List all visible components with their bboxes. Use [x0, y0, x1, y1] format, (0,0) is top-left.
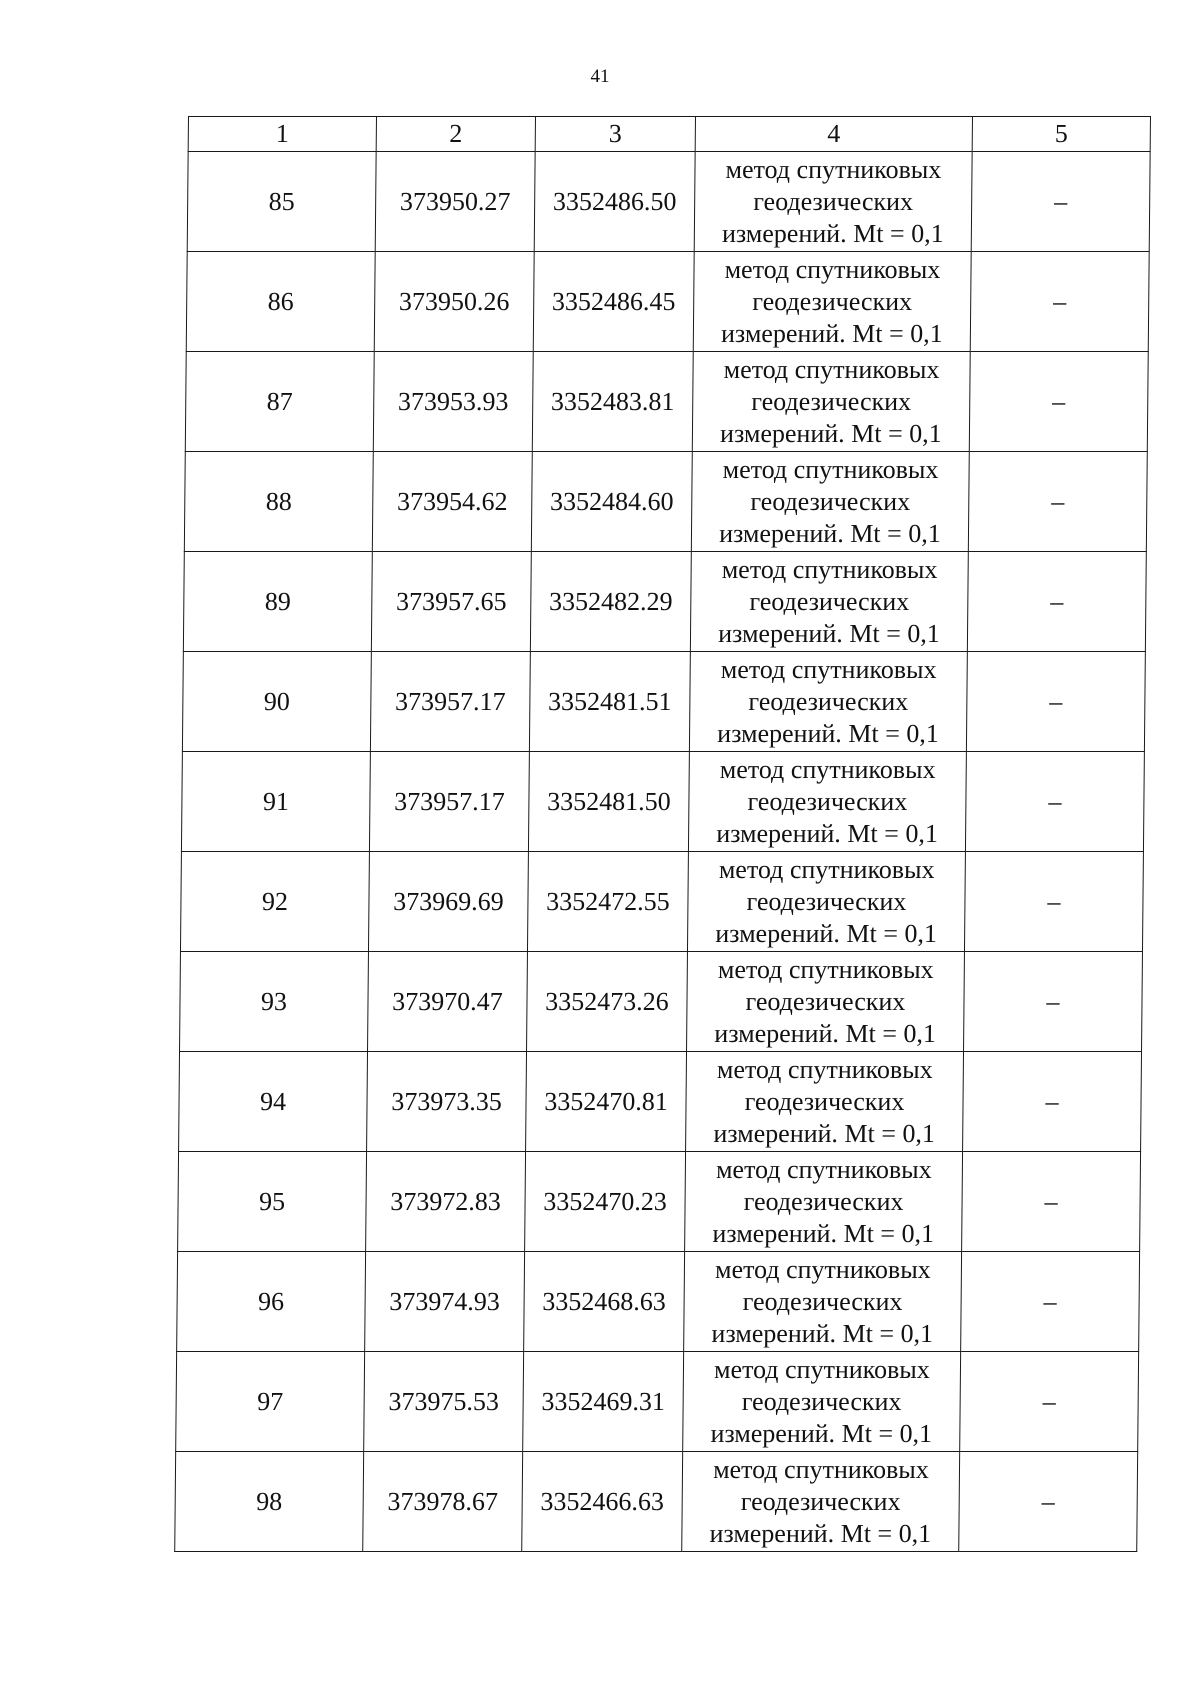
y-coordinate-cell: 3352486.45 — [533, 252, 694, 352]
method-line: геодезических — [748, 686, 909, 716]
x-coordinate-cell: 373975.53 — [364, 1352, 524, 1452]
method-line: измерений. Mt = 0,1 — [712, 1218, 935, 1248]
method-line: измерений. Mt = 0,1 — [713, 1118, 936, 1148]
method-line: геодезических — [740, 1486, 901, 1516]
x-coordinate-cell: 373973.35 — [367, 1052, 527, 1152]
table-row — [177, 1252, 1140, 1352]
note-cell: – — [960, 1352, 1139, 1452]
note-cell: – — [971, 152, 1150, 252]
method-line: геодезических — [751, 386, 912, 416]
x-coordinate-cell: 373957.65 — [371, 552, 531, 652]
y-coordinate-cell: 3352469.31 — [523, 1352, 684, 1452]
table-body — [175, 152, 1150, 1552]
method-line: метод спутниковых — [715, 1154, 932, 1184]
x-coordinate-cell: 373953.93 — [373, 352, 533, 452]
y-coordinate-cell: 3352482.29 — [530, 552, 691, 652]
table-row — [187, 152, 1150, 252]
y-coordinate-cell: 3352473.26 — [527, 952, 688, 1052]
y-coordinate-cell: 3352481.50 — [528, 752, 689, 852]
method-cell — [694, 152, 972, 252]
note-cell: – — [970, 252, 1149, 352]
method-line: геодезических — [742, 1286, 903, 1316]
point-number-cell: 97 — [176, 1352, 365, 1452]
table-row — [179, 1052, 1142, 1152]
method-cell — [688, 752, 966, 852]
point-number-cell: 88 — [184, 452, 373, 552]
x-coordinate-cell: 373972.83 — [366, 1152, 526, 1252]
point-number-cell: 91 — [181, 752, 370, 852]
header-cell-2: 2 — [376, 117, 535, 152]
y-coordinate-cell: 3352466.63 — [522, 1452, 683, 1552]
method-cell — [689, 652, 967, 752]
x-coordinate-cell: 373954.62 — [372, 452, 532, 552]
table-row — [180, 952, 1143, 1052]
table-row — [183, 552, 1146, 652]
x-coordinate-cell: 373974.93 — [365, 1252, 525, 1352]
method-line: метод спутниковых — [713, 1454, 929, 1484]
method-cell — [693, 252, 971, 352]
table-row — [185, 352, 1148, 452]
method-line: измерений. Mt = 0,1 — [720, 318, 943, 348]
method-cell — [691, 452, 969, 552]
point-number-cell: 89 — [183, 552, 372, 652]
point-number-cell: 90 — [182, 652, 371, 752]
x-coordinate-cell: 373950.26 — [374, 252, 534, 352]
x-coordinate-cell: 373970.47 — [368, 952, 528, 1052]
method-line: метод спутниковых — [717, 954, 934, 984]
method-line: измерений. Mt = 0,1 — [716, 818, 939, 848]
method-line: геодезических — [743, 1186, 904, 1216]
method-line: измерений. Mt = 0,1 — [717, 718, 940, 748]
y-coordinate-cell: 3352486.50 — [534, 152, 695, 252]
table-row — [182, 652, 1145, 752]
point-number-cell: 85 — [187, 152, 376, 252]
header-cell-3: 3 — [535, 117, 695, 152]
method-line: геодезических — [749, 586, 910, 616]
point-number-cell: 92 — [180, 852, 369, 952]
method-line: геодезических — [744, 1086, 905, 1116]
method-cell — [684, 1252, 962, 1352]
method-cell — [683, 1352, 961, 1452]
y-coordinate-cell: 3352481.51 — [529, 652, 690, 752]
header-row — [188, 117, 1150, 152]
header-cell-1: 1 — [188, 117, 376, 152]
method-line: метод спутниковых — [718, 854, 935, 884]
method-cell — [685, 1152, 963, 1252]
method-line: метод спутниковых — [721, 554, 938, 584]
y-coordinate-cell: 3352470.81 — [526, 1052, 687, 1152]
method-line: измерений. Mt = 0,1 — [720, 418, 942, 448]
method-line: измерений. Mt = 0,1 — [711, 1318, 934, 1348]
table-row — [181, 752, 1144, 852]
note-cell: – — [969, 352, 1148, 452]
table-row — [184, 452, 1147, 552]
note-cell: – — [963, 1052, 1142, 1152]
point-number-cell: 96 — [177, 1252, 366, 1352]
note-cell: – — [961, 1252, 1140, 1352]
note-cell: – — [968, 452, 1147, 552]
method-line: метод спутниковых — [723, 354, 940, 384]
note-cell: – — [964, 852, 1143, 952]
method-line: измерений. Mt = 0,1 — [714, 1018, 937, 1048]
point-number-cell: 98 — [175, 1452, 364, 1552]
method-cell — [687, 952, 965, 1052]
method-cell — [687, 852, 965, 952]
table-row — [176, 1352, 1139, 1452]
point-number-cell: 93 — [180, 952, 369, 1052]
note-cell: – — [959, 1452, 1138, 1552]
method-line: геодезических — [745, 986, 906, 1016]
method-line: метод спутниковых — [719, 754, 936, 784]
page-number: 41 — [590, 66, 610, 87]
table-row — [175, 1452, 1138, 1552]
method-line: геодезических — [750, 486, 911, 516]
x-coordinate-cell: 373957.17 — [370, 652, 530, 752]
table-row — [178, 1152, 1141, 1252]
method-line: измерений. Mt = 0,1 — [721, 218, 944, 248]
x-coordinate-cell: 373957.17 — [369, 752, 529, 852]
method-cell — [686, 1052, 964, 1152]
method-cell — [690, 552, 968, 652]
coordinates-table — [174, 116, 1151, 1552]
method-line: метод спутниковых — [713, 1354, 930, 1384]
method-line: измерений. Mt = 0,1 — [715, 918, 938, 948]
method-line: измерений. Mt = 0,1 — [710, 1418, 933, 1448]
method-line: измерений. Mt = 0,1 — [709, 1518, 932, 1548]
method-line: метод спутниковых — [720, 654, 937, 684]
x-coordinate-cell: 373969.69 — [368, 852, 528, 952]
method-cell — [682, 1452, 960, 1552]
method-line: метод спутниковых — [725, 154, 942, 184]
note-cell: – — [967, 552, 1146, 652]
y-coordinate-cell: 3352472.55 — [527, 852, 688, 952]
method-line: метод спутниковых — [724, 254, 941, 284]
point-number-cell: 95 — [178, 1152, 367, 1252]
method-line: измерений. Mt = 0,1 — [719, 518, 941, 548]
point-number-cell: 94 — [179, 1052, 368, 1152]
note-cell: – — [962, 1152, 1141, 1252]
note-cell: – — [965, 752, 1144, 852]
method-cell — [692, 352, 970, 452]
method-line: геодезических — [753, 186, 914, 216]
header-cell-4: 4 — [695, 117, 972, 152]
method-line: метод спутниковых — [716, 1054, 933, 1084]
table-row — [186, 252, 1149, 352]
x-coordinate-cell: 373978.67 — [363, 1452, 523, 1552]
x-coordinate-cell: 373950.27 — [375, 152, 535, 252]
note-cell: – — [966, 652, 1145, 752]
y-coordinate-cell: 3352484.60 — [531, 452, 692, 552]
method-line: метод спутниковых — [714, 1254, 931, 1284]
method-line: метод спутниковых — [722, 454, 939, 484]
method-line: геодезических — [746, 886, 907, 916]
y-coordinate-cell: 3352470.23 — [525, 1152, 686, 1252]
point-number-cell: 87 — [185, 352, 374, 452]
method-line: геодезических — [741, 1386, 902, 1416]
method-line: геодезических — [747, 786, 908, 816]
method-line: измерений. Mt = 0,1 — [718, 618, 940, 648]
method-line: геодезических — [752, 286, 913, 316]
y-coordinate-cell: 3352483.81 — [532, 352, 693, 452]
note-cell: – — [964, 952, 1143, 1052]
point-number-cell: 86 — [186, 252, 375, 352]
header-cell-5: 5 — [972, 117, 1150, 152]
table-row — [180, 852, 1143, 952]
table-header — [188, 117, 1150, 152]
y-coordinate-cell: 3352468.63 — [524, 1252, 685, 1352]
